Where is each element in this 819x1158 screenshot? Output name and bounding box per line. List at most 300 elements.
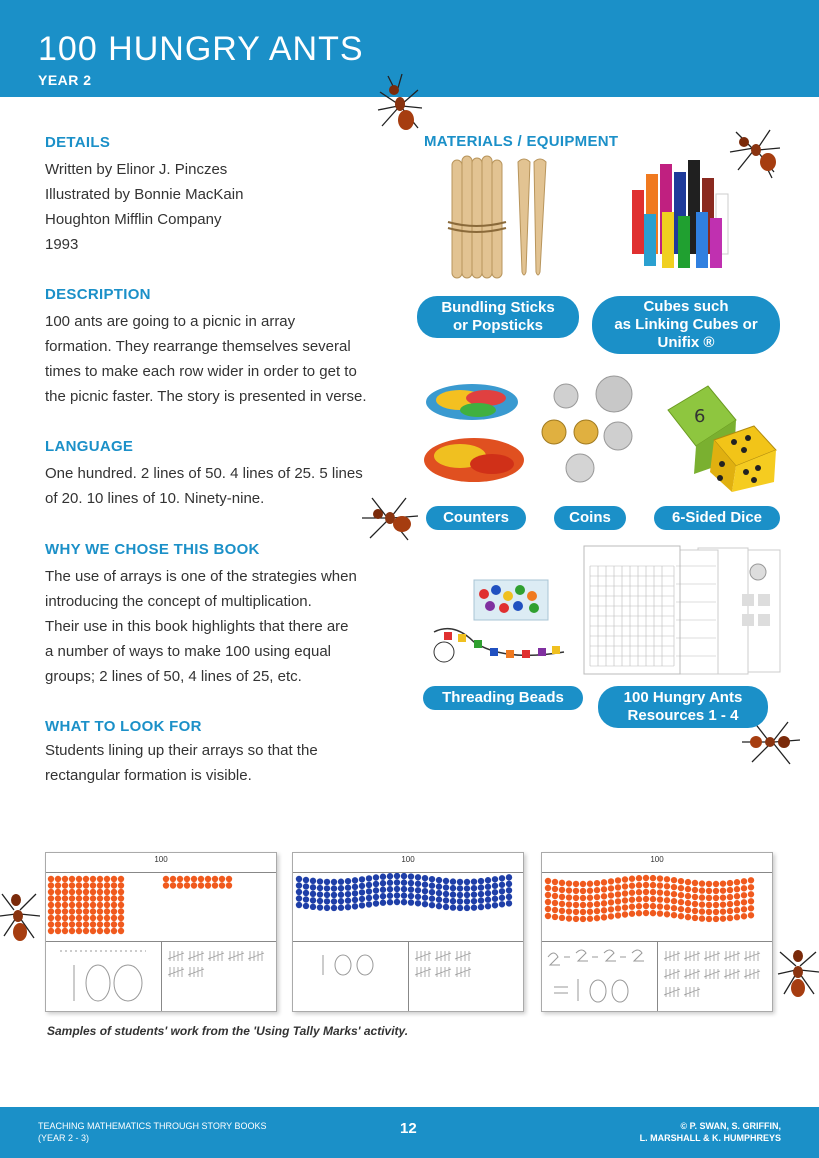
counter-dot	[748, 884, 754, 890]
sample-header: 100	[293, 853, 523, 873]
counter-dot	[205, 876, 211, 882]
counter-dot	[429, 876, 435, 882]
counter-dot	[111, 921, 117, 927]
threading-beads-image	[424, 572, 574, 672]
counter-dot	[331, 892, 337, 898]
counter-dot	[464, 898, 470, 904]
counter-dot	[727, 901, 733, 907]
counter-dot	[573, 881, 579, 887]
counter-dot	[650, 875, 656, 881]
counter-dot	[345, 878, 351, 884]
counter-dot	[720, 880, 726, 886]
why-line: groups; 2 lines of 50, 4 lines of 25, etc.	[45, 668, 302, 685]
counter-dot	[436, 903, 442, 909]
counter-dot	[90, 928, 96, 934]
counter-dot	[387, 886, 393, 892]
counter-dot	[97, 921, 103, 927]
counter-dot	[436, 890, 442, 896]
counter-dot	[352, 897, 358, 903]
counter-dot	[345, 897, 351, 903]
counter-dot	[485, 890, 491, 896]
counter-dot	[713, 888, 719, 894]
counter-dot	[566, 880, 572, 886]
counter-dot	[83, 921, 89, 927]
counter-dot	[678, 892, 684, 898]
counter-dot	[387, 873, 393, 879]
details-line: Written by Elinor J. Pinczes	[45, 161, 228, 178]
counter-dot	[573, 888, 579, 894]
counter-dot	[636, 889, 642, 895]
counter-dot	[69, 921, 75, 927]
dot-array	[46, 873, 276, 939]
counter-dot	[706, 881, 712, 887]
counter-dot	[615, 891, 621, 897]
counter-dot	[671, 905, 677, 911]
counter-dot	[97, 889, 103, 895]
counter-dot	[48, 882, 54, 888]
counter-dot	[685, 900, 691, 906]
counter-dot	[485, 884, 491, 890]
counter-dot	[499, 882, 505, 888]
counter-dot	[601, 886, 607, 892]
counter-dot	[657, 910, 663, 916]
counter-dot	[394, 886, 400, 892]
counter-dot	[478, 897, 484, 903]
counter-dot	[506, 887, 512, 893]
resources-worksheets-image	[582, 544, 782, 680]
why-line: Their use in this book highlights that there are	[45, 618, 349, 635]
counter-dot	[219, 876, 225, 882]
counter-dot	[464, 892, 470, 898]
counter-dot	[191, 882, 197, 888]
counter-dot	[331, 905, 337, 911]
counter-dot	[580, 881, 586, 887]
why-line: introducing the concept of multiplication.	[45, 593, 312, 610]
counter-dot	[499, 901, 505, 907]
counter-dot	[198, 882, 204, 888]
counter-dot	[643, 889, 649, 895]
counter-dot	[366, 882, 372, 888]
counter-dot	[657, 903, 663, 909]
counter-dot	[303, 877, 309, 883]
counter-dot	[83, 876, 89, 882]
counter-dot	[559, 901, 565, 907]
counter-dot	[310, 891, 316, 897]
counter-dot	[55, 876, 61, 882]
counter-dot	[97, 876, 103, 882]
counter-dot	[587, 895, 593, 901]
counter-dot	[111, 895, 117, 901]
counter-dot	[622, 890, 628, 896]
counter-dot	[422, 888, 428, 894]
counter-dot	[317, 891, 323, 897]
counter-dot	[643, 903, 649, 909]
counter-dot	[636, 910, 642, 916]
counter-dot	[506, 881, 512, 887]
language-line: One hundred. 2 lines of 50. 4 lines of 25. 5 lines	[45, 465, 363, 482]
counter-dot	[324, 898, 330, 904]
counter-dot	[629, 897, 635, 903]
description-line: 100 ants are going to a picnic in array	[45, 313, 296, 330]
counter-dot	[76, 928, 82, 934]
counter-dot	[324, 879, 330, 885]
counter-dot	[671, 891, 677, 897]
counter-dot	[587, 888, 593, 894]
counter-dot	[324, 905, 330, 911]
counter-dot	[303, 903, 309, 909]
counter-dot	[545, 885, 551, 891]
counter-dot	[566, 894, 572, 900]
counter-dot	[720, 894, 726, 900]
footer-copyright: © P. SWAN, S. GRIFFIN, L. MARSHALL & K. HUMPHREYS	[639, 1121, 781, 1143]
counter-dot	[629, 890, 635, 896]
counter-dot	[699, 915, 705, 921]
counter-dot	[443, 904, 449, 910]
counter-dot	[345, 891, 351, 897]
counter-dot	[692, 915, 698, 921]
counter-dot	[177, 882, 183, 888]
counter-dot	[615, 898, 621, 904]
counter-dot	[601, 907, 607, 913]
counter-dot	[552, 914, 558, 920]
counter-dot	[69, 882, 75, 888]
counter-dot	[310, 884, 316, 890]
counter-dot	[184, 876, 190, 882]
counter-dot	[104, 921, 110, 927]
counter-dot	[636, 882, 642, 888]
counter-dot	[478, 891, 484, 897]
counter-dot	[559, 887, 565, 893]
counter-dot	[566, 915, 572, 921]
counter-dot	[580, 909, 586, 915]
counter-dot	[338, 905, 344, 911]
counter-dot	[594, 880, 600, 886]
counter-dot	[394, 873, 400, 879]
counter-dot	[352, 890, 358, 896]
counter-dot	[83, 882, 89, 888]
counter-dot	[678, 878, 684, 884]
counter-dot	[76, 889, 82, 895]
counter-dot	[303, 896, 309, 902]
counter-dot	[212, 876, 218, 882]
counter-dot	[748, 912, 754, 918]
footer-book-title: TEACHING MATHEMATICS THROUGH STORY BOOKS (YEAR 2 - 3)	[38, 1121, 267, 1143]
counter-dot	[643, 882, 649, 888]
counter-dot	[97, 928, 103, 934]
ant-icon	[356, 490, 422, 546]
look-for-line: rectangular formation is visible.	[45, 767, 252, 784]
counter-dot	[587, 902, 593, 908]
counter-dot	[55, 908, 61, 914]
counter-dot	[685, 886, 691, 892]
counter-dot	[594, 887, 600, 893]
counter-dot	[566, 908, 572, 914]
counters-label: Counters	[426, 506, 526, 530]
counter-dot	[727, 894, 733, 900]
counter-dot	[373, 887, 379, 893]
counter-dot	[104, 928, 110, 934]
counter-dot	[83, 908, 89, 914]
counter-dot	[97, 908, 103, 914]
counter-dot	[727, 915, 733, 921]
counter-dot	[111, 902, 117, 908]
counter-dot	[608, 906, 614, 912]
counter-dot	[552, 893, 558, 899]
counter-dot	[303, 883, 309, 889]
counter-dot	[706, 895, 712, 901]
counter-dot	[401, 879, 407, 885]
cubes-label: Cubes such as Linking Cubes or Unifix ®	[592, 296, 780, 354]
counter-dot	[713, 916, 719, 922]
counter-dot	[450, 885, 456, 891]
counter-dot	[492, 876, 498, 882]
look-for-line: Students lining up their arrays so that the	[45, 742, 318, 759]
counter-dot	[629, 876, 635, 882]
counter-dot	[83, 902, 89, 908]
counter-dot	[601, 893, 607, 899]
counter-dot	[615, 884, 621, 890]
coins-label: Coins	[554, 506, 626, 530]
counter-dot	[331, 879, 337, 885]
counter-dot	[692, 880, 698, 886]
counter-dot	[457, 879, 463, 885]
counter-dot	[366, 901, 372, 907]
description-text	[45, 309, 367, 409]
counter-dot	[296, 882, 302, 888]
counter-dot	[429, 902, 435, 908]
counter-dot	[559, 880, 565, 886]
counter-dot	[594, 908, 600, 914]
counter-dot	[366, 875, 372, 881]
counter-dot	[580, 916, 586, 922]
counter-dot	[443, 878, 449, 884]
counter-dot	[601, 914, 607, 920]
counter-dot	[601, 879, 607, 885]
counter-dot	[380, 893, 386, 899]
counter-dot	[170, 882, 176, 888]
counter-dot	[111, 908, 117, 914]
counter-dot	[643, 910, 649, 916]
counter-dot	[55, 895, 61, 901]
counter-dot	[111, 882, 117, 888]
details-line: 1993	[45, 236, 79, 253]
counter-dot	[545, 913, 551, 919]
counter-dot	[366, 895, 372, 901]
counter-dot	[111, 889, 117, 895]
ant-icon	[776, 936, 819, 1006]
counter-dot	[401, 886, 407, 892]
counter-dot	[394, 892, 400, 898]
counter-dot	[373, 874, 379, 880]
counter-dot	[55, 882, 61, 888]
counter-dot	[450, 904, 456, 910]
counter-dot	[443, 884, 449, 890]
counter-dot	[552, 886, 558, 892]
counter-dot	[615, 912, 621, 918]
counter-dot	[83, 895, 89, 901]
counter-dot	[685, 914, 691, 920]
counter-dot	[55, 889, 61, 895]
counter-dot	[62, 908, 68, 914]
page-subtitle: YEAR 2	[38, 72, 92, 88]
counter-dot	[464, 879, 470, 885]
counter-dot	[111, 928, 117, 934]
counter-dot	[310, 897, 316, 903]
counter-dot	[401, 873, 407, 879]
counter-dot	[380, 887, 386, 893]
counter-dot	[692, 908, 698, 914]
counter-dot	[741, 892, 747, 898]
dice-label: 6-Sided Dice	[654, 506, 780, 530]
description-line: formation. They rearrange themselves several	[45, 338, 351, 355]
counter-dot	[226, 882, 232, 888]
counter-dot	[436, 883, 442, 889]
counter-dot	[545, 892, 551, 898]
dot-array	[293, 873, 523, 939]
counter-dot	[69, 895, 75, 901]
coins-image	[536, 374, 640, 490]
counter-dot	[90, 902, 96, 908]
counter-dot	[587, 909, 593, 915]
counter-dot	[685, 907, 691, 913]
counter-dot	[352, 884, 358, 890]
counter-dot	[699, 880, 705, 886]
counter-dot	[748, 891, 754, 897]
language-heading: LANGUAGE	[45, 438, 134, 455]
counter-dot	[317, 898, 323, 904]
counter-dot	[713, 909, 719, 915]
counter-dot	[338, 892, 344, 898]
counter-dot	[573, 895, 579, 901]
counter-dot	[62, 915, 68, 921]
counter-dot	[111, 915, 117, 921]
counter-dot	[706, 888, 712, 894]
counter-dot	[359, 902, 365, 908]
counter-dot	[727, 908, 733, 914]
counter-dot	[104, 908, 110, 914]
page-number: 12	[400, 1120, 417, 1137]
counter-dot	[706, 909, 712, 915]
counter-dot	[69, 889, 75, 895]
counter-dot	[415, 900, 421, 906]
counter-dot	[373, 894, 379, 900]
counter-dot	[664, 904, 670, 910]
counter-dot	[678, 906, 684, 912]
counter-dot	[559, 894, 565, 900]
counter-dot	[664, 883, 670, 889]
counter-dot	[422, 881, 428, 887]
counter-dot	[408, 880, 414, 886]
counter-dot	[429, 882, 435, 888]
counter-dot	[303, 890, 309, 896]
ant-icon	[368, 70, 428, 136]
details-text	[45, 157, 243, 257]
counter-dot	[331, 898, 337, 904]
counter-dot	[499, 875, 505, 881]
counter-dot	[580, 895, 586, 901]
counter-dot	[594, 915, 600, 921]
counter-dot	[727, 880, 733, 886]
counter-dot	[118, 889, 124, 895]
counter-dot	[401, 892, 407, 898]
counter-dot	[608, 899, 614, 905]
counter-dot	[741, 878, 747, 884]
counter-dot	[359, 889, 365, 895]
counter-dot	[629, 911, 635, 917]
counter-dot	[622, 883, 628, 889]
counter-dot	[408, 886, 414, 892]
counter-dot	[97, 915, 103, 921]
counter-dot	[664, 890, 670, 896]
counter-dot	[422, 901, 428, 907]
sample-header: 100	[542, 853, 772, 873]
counter-dot	[408, 899, 414, 905]
counter-dot	[118, 895, 124, 901]
counter-dot	[352, 903, 358, 909]
samples-caption: Samples of students' work from the 'Using Tally Marks' activity.	[47, 1024, 409, 1038]
counter-dot	[615, 877, 621, 883]
counter-dot	[62, 895, 68, 901]
counter-dot	[345, 904, 351, 910]
counter-dot	[83, 915, 89, 921]
counter-dot	[62, 921, 68, 927]
counter-dot	[394, 899, 400, 905]
counter-dot	[622, 904, 628, 910]
counter-dot	[436, 896, 442, 902]
counter-dot	[706, 916, 712, 922]
description-line: times to make each row wider in order to get to	[45, 363, 357, 380]
counter-dot	[492, 883, 498, 889]
counter-dot	[664, 876, 670, 882]
linking-cubes-image	[622, 154, 742, 284]
svg-text:6: 6	[694, 406, 706, 427]
counter-dot	[692, 901, 698, 907]
counter-dot	[671, 912, 677, 918]
counter-dot	[492, 889, 498, 895]
counter-dot	[118, 928, 124, 934]
counter-dot	[601, 900, 607, 906]
counter-dot	[457, 892, 463, 898]
counter-dot	[48, 928, 54, 934]
counter-dot	[734, 886, 740, 892]
counter-dot	[394, 879, 400, 885]
tally-marks	[413, 947, 519, 987]
counter-dot	[748, 898, 754, 904]
student-sample-3	[541, 852, 773, 1012]
counter-dot	[359, 883, 365, 889]
counter-dot	[408, 873, 414, 879]
counter-dot	[219, 882, 225, 888]
counter-dot	[198, 876, 204, 882]
counter-dot	[545, 899, 551, 905]
counter-dot	[485, 897, 491, 903]
counter-dot	[205, 882, 211, 888]
counter-dot	[296, 895, 302, 901]
counter-dot	[177, 876, 183, 882]
counter-dot	[587, 881, 593, 887]
handwriting-100	[56, 945, 156, 1005]
counter-dot	[734, 893, 740, 899]
counter-dot	[545, 878, 551, 884]
counter-dot	[657, 896, 663, 902]
counter-dot	[436, 877, 442, 883]
counter-dot	[552, 879, 558, 885]
counter-dot	[170, 876, 176, 882]
counter-dot	[83, 889, 89, 895]
counter-dot	[310, 904, 316, 910]
counter-dot	[48, 921, 54, 927]
counter-dot	[608, 885, 614, 891]
